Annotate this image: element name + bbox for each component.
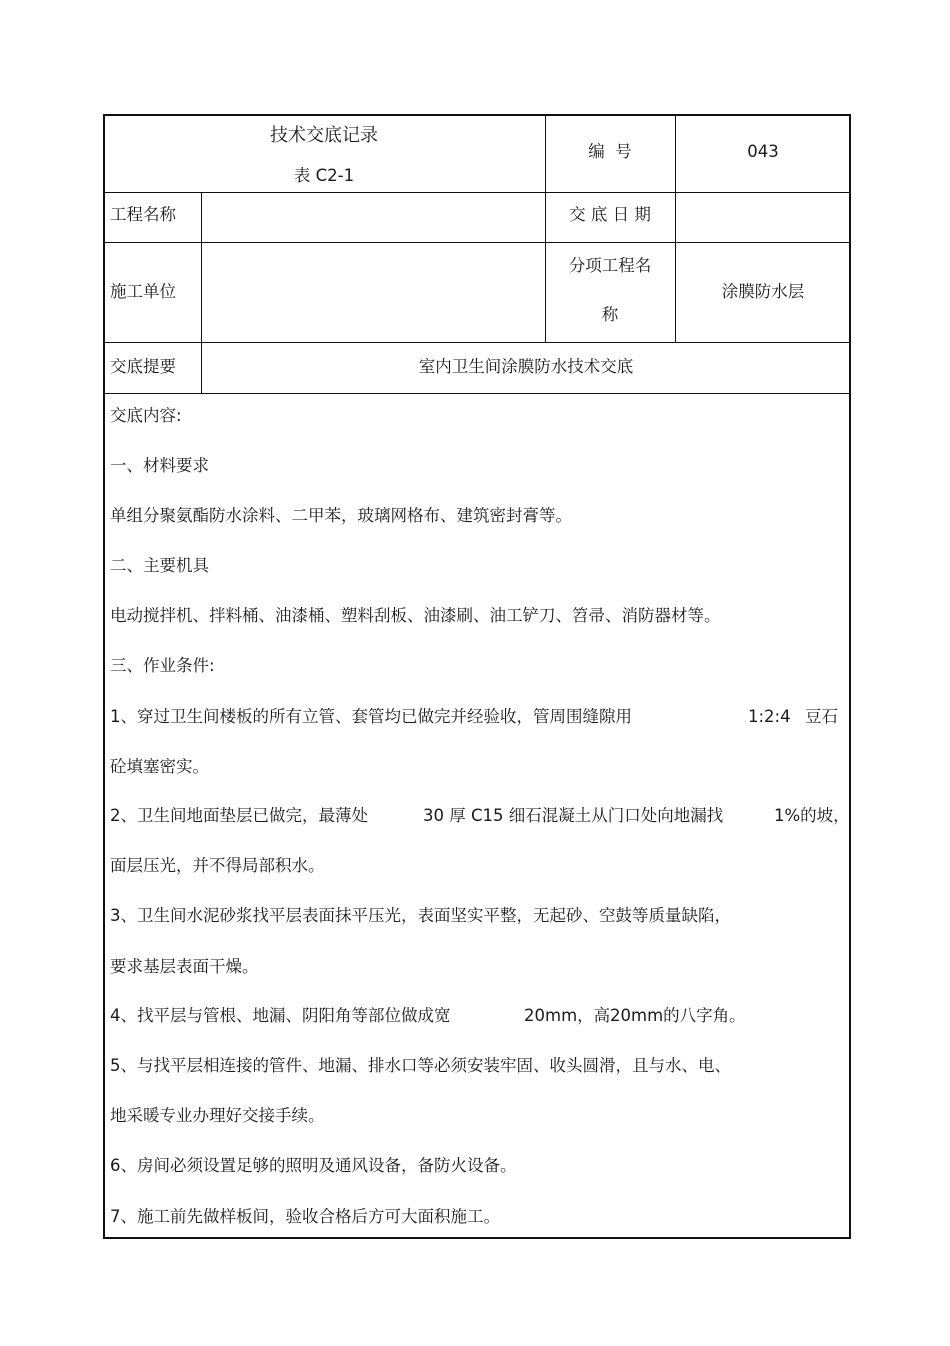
number-label: 编 号 — [588, 142, 632, 161]
section-1-title: 一、材料要求 — [110, 456, 209, 475]
sub-project-label-cont: 称 — [601, 305, 619, 324]
summary-value: 室内卫生间涂膜防水技术交底 — [418, 357, 634, 376]
condition-item-6: 6、房间必须设置足够的照明及通风设备，备防火设备。 — [110, 1156, 517, 1175]
document-title: 技术交底记录 — [270, 125, 378, 146]
sub-project-label: 分项工程名 — [568, 256, 652, 275]
condition-item-2-spec: 30 厚 C15 细石混凝土从门口处向地漏找 — [423, 806, 724, 825]
content-heading: 交底内容: — [110, 406, 182, 425]
project-name-label: 工程名称 — [110, 205, 176, 224]
condition-item-1-material: 豆石 — [805, 707, 838, 726]
construction-unit-label: 施工单位 — [110, 282, 176, 301]
section-3-title: 三、作业条件: — [110, 656, 215, 675]
row-divider — [103, 393, 851, 394]
section-2-text: 电动搅拌机、拌料桶、油漆桶、塑料刮板、油漆刷、油工铲刀、笤帚、消防器材等。 — [110, 606, 721, 625]
number-value: 043 — [747, 142, 779, 161]
row-divider — [103, 242, 851, 243]
date-label: 交 底 日 期 — [569, 205, 651, 224]
form-number: 表 C2-1 — [293, 166, 355, 185]
condition-item-3: 3、卫生间水泥砂浆找平层表面抹平压光，表面坚实平整，无起砂、空鼓等质量缺陷， — [110, 906, 731, 925]
mix-ratio: 1:2:4 — [748, 707, 791, 726]
section-1-text: 单组分聚氨酯防水涂料、二甲苯，玻璃网格布、建筑密封膏等。 — [110, 506, 572, 525]
condition-item-2-text: 2、卫生间地面垫层已做完，最薄处 — [110, 806, 368, 825]
sub-project-value: 涂膜防水层 — [721, 282, 805, 301]
summary-label: 交底提要 — [110, 357, 176, 376]
chamfer-width: 20mm，高 — [524, 1006, 611, 1025]
chamfer-height: 20mm的八字角。 — [610, 1006, 746, 1025]
condition-item-1-cont: 砼填塞密实。 — [110, 757, 209, 776]
condition-item-7: 7、施工前先做样板间，验收合格后方可大面积施工。 — [110, 1207, 500, 1226]
condition-item-2-cont: 面层压光，并不得局部积水。 — [110, 856, 325, 875]
row-divider — [103, 192, 851, 193]
slope-value: 1%的坡， — [774, 806, 850, 825]
condition-item-4-text: 4、找平层与管根、地漏、阴阳角等部位做成宽 — [110, 1006, 451, 1025]
condition-item-3-cont: 要求基层表面干燥。 — [110, 957, 259, 976]
row-divider — [103, 342, 851, 343]
section-2-title: 二、主要机具 — [110, 556, 209, 575]
condition-item-5: 5、与找平层相连接的管件、地漏、排水口等必须安装牢固、收头圆滑，且与水、电、 — [110, 1056, 731, 1075]
condition-item-5-cont: 地采暖专业办理好交接手续。 — [110, 1106, 325, 1125]
condition-item-1-text: 1、穿过卫生间楼板的所有立管、套管均已做完并经验收，管周围缝隙用 — [110, 707, 632, 726]
